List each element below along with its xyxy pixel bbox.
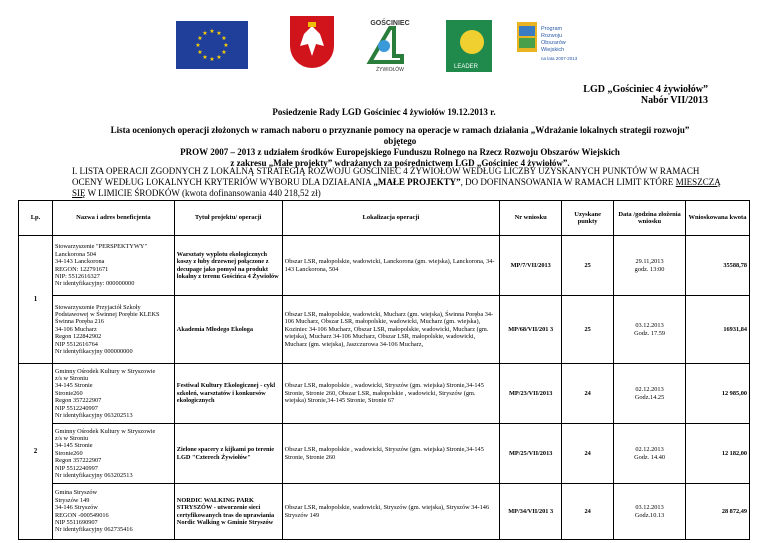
row-date: 29.11,2013 (635, 258, 664, 266)
row-kwota: 28 872,49 (686, 484, 750, 540)
row-lokalizacja: Obszar LSR, małopolskie, wadowicki, Mucharz (gm. wiejska), Świnna Poręba 34-106 Mucharz, Obszar LSR, małopolskie, wadowicki, Mucharz (gm. wiejska), Koziniec 34-106 Mucharz, Obszar LSR, małopolskie, wadowicki, Mucharz (gm. wiejska), Mucharz 34-106 Mucharz, Obszar LSR, małopolskie, wadowicki, Mucharz (gm. wiejska), Jaszczurowa 34-106 Mucharz, (282, 296, 500, 364)
svg-text:★: ★ (223, 42, 229, 49)
beneficjent-line: NIP 5512616764 (54, 340, 98, 348)
row-beneficjent (52, 364, 174, 424)
svg-text:Obszarów: Obszarów (541, 40, 566, 46)
prow-logo (515, 18, 595, 73)
beneficjent-line: Podstawowej w Świnnej Porębie KLEKS (54, 310, 160, 318)
svg-text:Program: Program (541, 26, 563, 32)
row-beneficjent (52, 424, 174, 484)
beneficjent-line: Regon 122842902 (54, 333, 102, 341)
row-nr: MP/23/VII/2013 (500, 364, 562, 424)
row-beneficjent (52, 484, 174, 540)
section-text-1: I. LISTA OPERACJI ZGODNYCH Z LOKALNĄ STRATEGIĄ ROZWOJU GOŚCINIEC 4 ŻYWIOŁÓW WEDŁUG LICZBY UZYSKANYCH PUNKTÓW W RAMACH OCENY WEDŁUG LOKALNYCH KRYTERIÓW WYBORU DLA DZIAŁANIA (72, 166, 700, 187)
svg-text:★: ★ (209, 28, 215, 35)
beneficjent-line: Stryszów 149 (54, 496, 90, 504)
header-kwota: Wnioskowana kwota (686, 201, 750, 236)
row-data (614, 296, 686, 364)
row-kwota: 35588,78 (686, 236, 750, 296)
row-kwota: 16931,84 (686, 296, 750, 364)
row-data (614, 364, 686, 424)
table-row (19, 424, 750, 484)
beneficjent-line: 34-106 Mucharz (54, 325, 97, 333)
svg-text:★: ★ (216, 54, 222, 61)
row-punkty: 24 (562, 424, 614, 484)
svg-text:na lata 2007-2013: na lata 2007-2013 (541, 56, 578, 61)
beneficjent-line: REGON: 122791671 (54, 265, 109, 273)
list-title-line1: Lista ocenionych operacji złożonych w ramach naboru o przyznanie pomocy na operacje w ramach działania „Wdrażanie lokalnych strategii rozwoju” objętego (110, 125, 690, 146)
lgd-name: LGD „Gościniec 4 żywiołów” (583, 84, 708, 95)
beneficjent-line: Stronie260 (54, 449, 83, 457)
lgd-header (583, 84, 708, 106)
row-punkty: 24 (562, 484, 614, 540)
row-tytul: Zielone spacery z kijkami po terenie LGD "Czterech Żywiołów" (174, 424, 282, 484)
header-tytul: Tytuł projektu/ operacji (174, 201, 282, 236)
row-time: godz. 13:00 (634, 265, 665, 273)
beneficjent-line: Nr identyfikacyjny 063202513 (54, 472, 133, 480)
row-time: Godz.10.13 (634, 511, 665, 519)
row-tytul: Warsztaty wyplotu ekologicznych koszy z łuby drzewnej połączone z decupage jako pomysł na produkt lokalny z terenu Gościńca 4 Żywiołów (174, 236, 282, 296)
beneficjent-line: Gminny Ośrodek Kultury w Stryszowie (54, 367, 156, 375)
row-data (614, 424, 686, 484)
row-tytul: Akademia Młodego Ekologa (174, 296, 282, 364)
row-lp: 2 (19, 364, 53, 540)
header-beneficjent: Nazwa i adres beneficjenta (52, 201, 174, 236)
row-kwota: 12 182,00 (686, 424, 750, 484)
table-header-row (19, 201, 750, 236)
table-row (19, 296, 750, 364)
beneficjent-line: REGON -000549016 (54, 511, 109, 519)
beneficjent-line: NIP: 5512616327 (54, 272, 100, 280)
row-data (614, 484, 686, 540)
row-time: Godz. 14.40 (634, 453, 666, 461)
logos-bar (0, 8, 768, 80)
row-date: 03.12.2013 (635, 322, 664, 330)
svg-text:★: ★ (216, 30, 222, 37)
beneficjent-line: Świnna Poręba 216 (54, 318, 104, 326)
row-data (614, 236, 686, 296)
row-beneficjent (52, 236, 174, 296)
svg-text:★: ★ (195, 42, 201, 49)
list-title (110, 125, 690, 169)
row-tytul: Festiwal Kultury Ekologicznej - cykl szkoleń, warsztatów i konkursów ekologicznych (174, 364, 282, 424)
row-nr: MP/7/VII/2013 (500, 236, 562, 296)
beneficjent-line: NIP 5512240997 (54, 464, 98, 472)
row-tytul: NORDIC WALKING PARK STRYSZÓW - utworzenie sieci certyfikowanych tras do uprawiania Nordic Walking w Gminie Stryszów (174, 484, 282, 540)
table-row (19, 364, 750, 424)
row-date: 03.12.2013 (635, 504, 664, 512)
beneficjent-line: 34-145 Stronie (54, 442, 93, 450)
row-punkty: 25 (562, 296, 614, 364)
row-punkty: 24 (562, 364, 614, 424)
section-text-3: W LIMICIE ŚRODKÓW (85, 188, 180, 198)
list-title-line3: z zakresu „Małe projekty” wdrażanych za pośrednictwem LGD „Gościniec 4 żywiołów”. (230, 158, 570, 168)
svg-text:★: ★ (202, 30, 208, 37)
beneficjent-line: NIP 5512240997 (54, 404, 98, 412)
row-lokalizacja: Obszar LSR, małopolskie , wadowicki, Stryszów (gm. wiejska) Stronie,34-145 Stronie, Stronie 260 (282, 424, 500, 484)
beneficjent-line: Regon 357222907 (54, 457, 102, 465)
beneficjent-line: Stowarzyszenie Przyjaciół Szkoły (54, 303, 141, 311)
beneficjent-line: z/s w Stroniu (54, 374, 89, 382)
beneficjent-line: 34-145 Stronie (54, 382, 93, 390)
beneficjent-line: Stronie260 (54, 389, 83, 397)
row-lokalizacja: Obszar LSR, małopolskie , wadowicki, Stryszów (gm. wiejska) Stronie,34-145 Stronie, Stronie 260, Obszar LSR, małopolskie , wadowicki, Stryszów (gm. wiejska) Stronie,34-145 Stronie, Stronie 67 (282, 364, 500, 424)
beneficjent-line: 34-146 Stryszów (54, 504, 98, 512)
row-date: 02.12.2013 (635, 386, 664, 394)
table-row (19, 236, 750, 296)
section-underline: MIESZCZĄ SIĘ (72, 177, 721, 198)
beneficjent-line: Gmina Stryszów (54, 489, 98, 497)
svg-text:★: ★ (221, 35, 227, 42)
row-lokalizacja: Obszar LSR, małopolskie, wadowicki, Lanckorona (gm. wiejska), Lanckorona, 34-143 Lanckorona, 504 (282, 236, 500, 296)
beneficjent-line: Nr identyfikacyjny 000000000 (54, 348, 133, 356)
header-nr: Nr wniosku (500, 201, 562, 236)
row-nr: MP/68/VII/201 3 (500, 296, 562, 364)
list-title-line2: PROW 2007 – 2013 z udziałem środków Europejskiego Funduszu Rolnego na Rzecz Rozwoju Obszarów Wiejskich (180, 147, 620, 157)
beneficjent-line: 34-143 Lanckorona (54, 258, 105, 266)
svg-text:★: ★ (202, 54, 208, 61)
row-lokalizacja: Obszar LSR, małopolskie, wadowicki, Stryszów (gm. wiejska), Stryszów 34-146 Stryszów 149 (282, 484, 500, 540)
meeting-title: Posiedzenie Rady LGD Gościniec 4 żywiołów 19.12.2013 r. (272, 107, 496, 117)
svg-text:ŻYWIOŁÓW: ŻYWIOŁÓW (376, 67, 404, 72)
polish-eagle-icon (290, 16, 334, 68)
row-kwota: 12 985,00 (686, 364, 750, 424)
beneficjent-line: Gminny Ośrodek Kultury w Stryszowie (54, 427, 156, 435)
header-lokalizacja: Lokalizacja operacji (282, 201, 500, 236)
row-date: 02.12.2013 (635, 446, 664, 454)
section-bold: „MAŁE PROJEKTY” (373, 177, 461, 187)
beneficjent-line: Nr identyfikacyjny: 000000000 (54, 280, 135, 288)
beneficjent-line: z/s w Stroniu (54, 434, 89, 442)
goscieniec-logo (360, 16, 420, 72)
svg-text:★: ★ (209, 56, 215, 63)
header-lp: Lp. (19, 201, 53, 236)
row-nr: MP/25/VII/2013 (500, 424, 562, 484)
section-heading (72, 166, 722, 199)
section-limit: (kwota dofinansowania 440 218,52 zł) (179, 188, 321, 198)
beneficjent-line: Stowarzyszenie "PERSPEKTYWY" (54, 243, 148, 251)
beneficjent-line: Nr identyfikacyjny 062735416 (54, 526, 133, 534)
beneficjent-line: Regon 357222907 (54, 397, 102, 405)
row-nr: MP/34/VII/201 3 (500, 484, 562, 540)
table-row (19, 484, 750, 540)
row-time: Godz.14.25 (634, 393, 665, 401)
row-time: Godz. 17.59 (634, 329, 666, 337)
svg-text:★: ★ (197, 49, 203, 56)
operations-table (18, 200, 750, 540)
header-data: Data /godzina złożenia wniosku (614, 201, 686, 236)
beneficjent-line: Nr identyfikacyjny 063202513 (54, 412, 133, 420)
svg-text:Rozwoju: Rozwoju (541, 33, 563, 39)
svg-text:GOŚCINIEC: GOŚCINIEC (370, 20, 410, 27)
beneficjent-line: NIP 5511690907 (54, 518, 98, 526)
row-lp: 1 (19, 236, 53, 364)
nabor-label: Nabór VII/2013 (640, 95, 708, 106)
svg-text:LEADER: LEADER (454, 64, 479, 70)
svg-text:★: ★ (197, 35, 203, 42)
row-beneficjent (52, 296, 174, 364)
leader-logo (446, 20, 492, 72)
svg-text:Wiejskich: Wiejskich (541, 47, 565, 53)
section-text-2: , DO DOFINANSOWANIA W RAMACH LIMIT KTÓRE (460, 177, 676, 187)
header-punkty: Uzyskane punkty (562, 201, 614, 236)
row-punkty: 25 (562, 236, 614, 296)
eu-flag-icon (176, 21, 248, 69)
beneficjent-line: Lanckorona 504 (54, 250, 97, 258)
svg-text:★: ★ (221, 49, 227, 56)
